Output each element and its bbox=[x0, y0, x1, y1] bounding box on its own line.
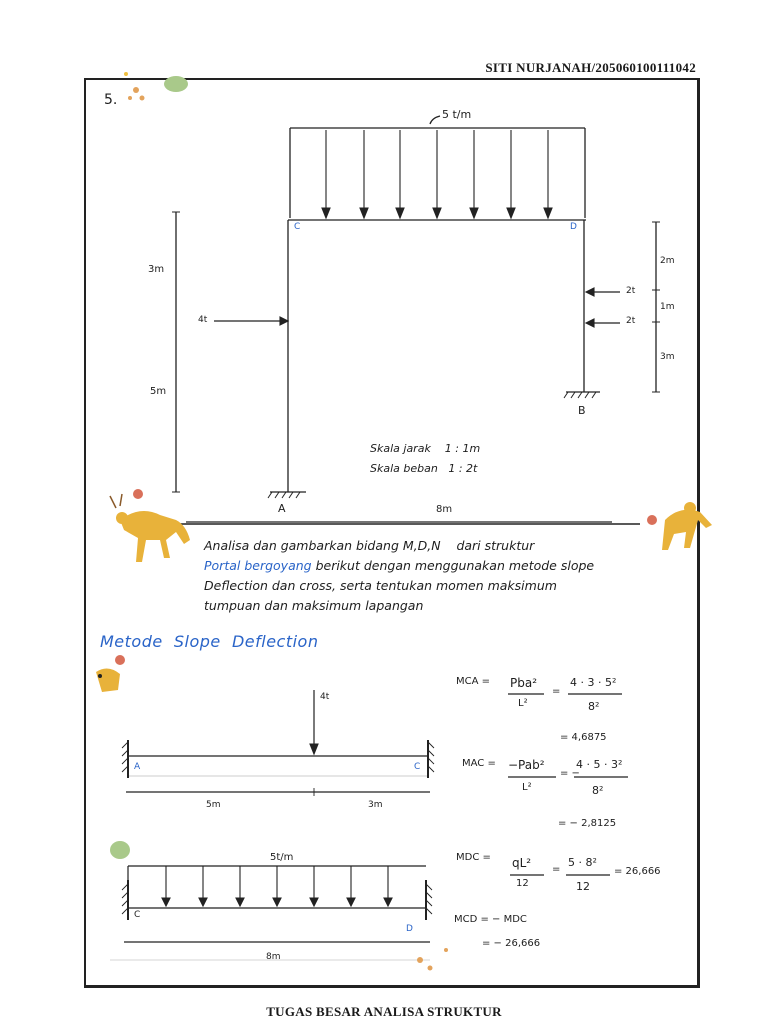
beam1-dim-b: 3m bbox=[368, 800, 383, 810]
beam2-load-label: 5t/m bbox=[270, 852, 294, 863]
mac-numerator: −Pab² bbox=[508, 758, 545, 772]
beam2-left-label: C bbox=[134, 910, 141, 920]
mca-denominator-2: 8² bbox=[588, 700, 600, 713]
dim-left-bottom: 5m bbox=[150, 386, 167, 397]
scale-length-note: Skala jarak 1 : 1m bbox=[370, 442, 481, 455]
mdc-denominator-2: 12 bbox=[576, 880, 590, 893]
mushroom-icon bbox=[115, 489, 657, 665]
dim-right-3: 3m bbox=[660, 352, 675, 362]
scale-load-note: Skala beban 1 : 2t bbox=[370, 462, 478, 475]
mdc-label: MDC = bbox=[456, 852, 491, 863]
deer-icon bbox=[96, 494, 712, 692]
mdc-equals: = bbox=[552, 864, 561, 875]
node-c-label: C bbox=[294, 222, 301, 232]
student-header: SITI NURJANAH/205060100111042 bbox=[485, 60, 696, 75]
problem-number: 5. bbox=[104, 92, 118, 108]
mac-result: = − 2,8125 bbox=[558, 818, 617, 829]
mcd-result: = − 26,666 bbox=[482, 938, 541, 949]
section-title: Metode Slope Deflection bbox=[100, 632, 319, 651]
beam2-dim-label: 8m bbox=[266, 952, 281, 962]
load-right-1-label: 2t bbox=[626, 286, 636, 296]
task-line-3: Deflection dan cross, serta tentukan momen maksimum bbox=[204, 578, 557, 593]
dim-right-2: 1m bbox=[660, 302, 675, 312]
mac-numerator-2: 4 · 5 · 3² bbox=[576, 758, 623, 771]
beam1-left-label: A bbox=[134, 762, 141, 772]
task-line-4: tumpuan dan maksimum lapangan bbox=[204, 598, 424, 613]
mca-numerator-2: 4 · 3 · 5² bbox=[570, 676, 617, 689]
dim-bottom-label: 8m bbox=[436, 504, 453, 515]
mca-label: MCA = bbox=[456, 676, 491, 687]
node-d-label: D bbox=[570, 222, 577, 232]
beam1-load-label: 4t bbox=[320, 692, 330, 702]
beam2-right-label: D bbox=[406, 924, 413, 934]
mac-denominator-2: 8² bbox=[592, 784, 604, 797]
mca-denominator: L² bbox=[518, 698, 528, 709]
mac-label: MAC = bbox=[462, 758, 496, 769]
dim-left-top: 3m bbox=[148, 264, 165, 275]
mac-equals: = − bbox=[560, 768, 580, 779]
node-a-label: A bbox=[278, 502, 286, 515]
task-line-2: berikut dengan menggunakan metode slope bbox=[311, 558, 595, 573]
mca-result: = 4,6875 bbox=[560, 732, 607, 743]
dim-right-1: 2m bbox=[660, 256, 675, 266]
mcd-label: MCD = − MDC bbox=[454, 914, 527, 925]
mdc-denominator: 12 bbox=[516, 878, 529, 889]
mca-numerator: Pba² bbox=[510, 676, 538, 690]
load-left-label: 4t bbox=[198, 315, 208, 325]
beam1-right-label: C bbox=[414, 762, 421, 772]
load-right-2-label: 2t bbox=[626, 316, 636, 326]
portal-bergoyang-highlight: Portal bergoyang bbox=[204, 558, 312, 573]
beam1-dim-a: 5m bbox=[206, 800, 221, 810]
leaf-icon bbox=[110, 76, 188, 859]
task-line-1: Analisa dan gambarkan bidang M,D,N dari struktur bbox=[204, 538, 535, 553]
mca-equals: = bbox=[552, 686, 561, 697]
mdc-result: = 26,666 bbox=[614, 866, 661, 877]
mac-denominator: L² bbox=[522, 782, 532, 793]
distributed-load-label: 5 t/m bbox=[442, 108, 472, 121]
document-footer: TUGAS BESAR ANALISA STRUKTUR bbox=[266, 1004, 502, 1019]
mdc-numerator: qL² bbox=[512, 856, 532, 870]
mdc-numerator-2: 5 · 8² bbox=[568, 856, 597, 869]
node-b-label: B bbox=[578, 404, 586, 417]
